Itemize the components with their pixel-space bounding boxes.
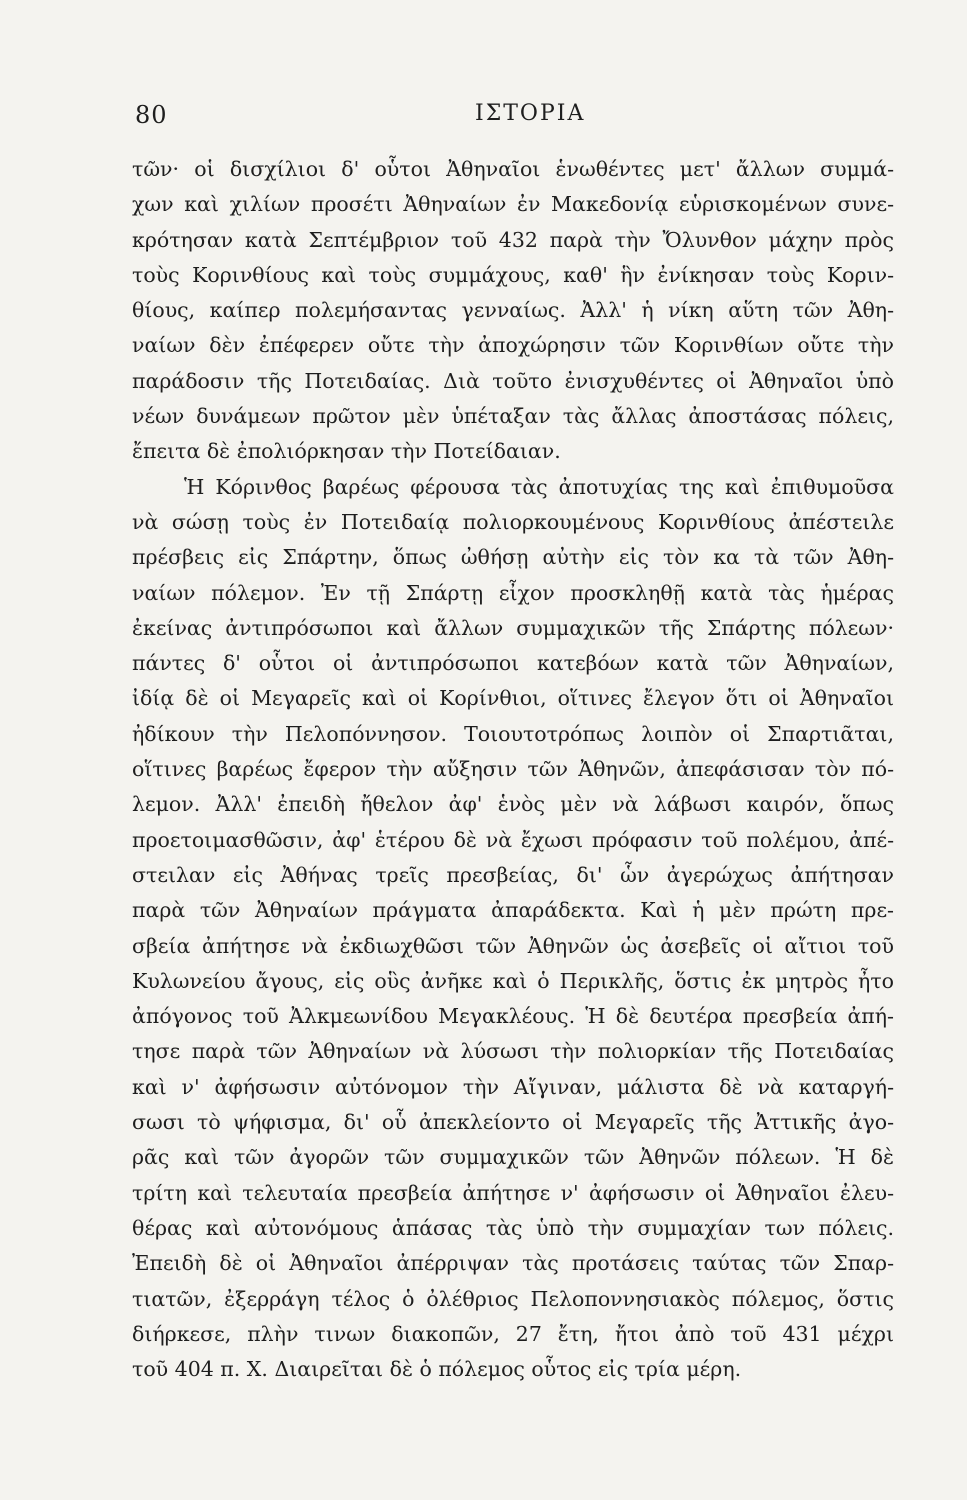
text-line: Ἐπειδὴ δὲ οἱ Ἀθηναῖοι ἀπέρριψαν τὰς προτάσεις ταύτας τῶν Σπαρ- [132, 1251, 894, 1276]
text-line: ἀπόγονος τοῦ Ἀλκμεωνίδου Μεγακλέους. Ἡ δὲ δευτέρα πρεσβεία ἀπή- [132, 1004, 894, 1029]
text-line: οἵτινες βαρέως ἔφερον τὴν αὔξησιν τῶν Ἀθηνῶν, ἀπεφάσισαν τὸν πό- [132, 757, 894, 782]
page-number: 80 [135, 101, 168, 129]
text-line: τιατῶν, ἐξερράγη τέλος ὁ ὀλέθριος Πελοποννησιακὸς πόλεμος, ὅστις [132, 1286, 894, 1311]
text-line: τοὺς Κορινθίους καὶ τοὺς συμμάχους, καθ' ἣν ἐνίκησαν τοὺς Κοριν- [132, 262, 894, 287]
text-line: ἰδίᾳ δὲ οἱ Μεγαρεῖς καὶ οἱ Κορίνθιοι, οἵτινες ἔλεγον ὅτι οἱ Ἀθηναῖοι [132, 686, 894, 711]
text-line: νέων δυνάμεων πρῶτον μὲν ὑπέταξαν τὰς ἄλλας ἀποστάσας πόλεις, [132, 404, 894, 429]
text-line: ἐκείνας ἀντιπρόσωποι καὶ ἄλλων συμμαχικῶν τῆς Σπάρτης πόλεων· [132, 615, 894, 640]
text-line: τῶν· οἱ δισχίλιοι δ' οὗτοι Ἀθηναῖοι ἑνωθέντες μετ' ἄλλων συμμά- [132, 157, 894, 181]
text-line: παράδοσιν τῆς Ποτειδαίας. Διὰ τοῦτο ἐνισχυθέντες οἱ Ἀθηναῖοι ὑπὸ [132, 368, 894, 393]
text-line: διήρκεσε, πλὴν τινων διακοπῶν, 27 ἔτη, ἤτοι ἀπὸ τοῦ 431 μέχρι [132, 1321, 894, 1346]
text-line: ναίων πόλεμον. Ἐν τῇ Σπάρτῃ εἶχον προσκληθῇ κατὰ τὰς ἡμέρας [132, 580, 894, 605]
text-line: πάντες δ' οὗτοι οἱ ἀντιπρόσωποι κατεβόων κατὰ τῶν Ἀθηναίων, [132, 651, 894, 676]
text-line: ναίων δὲν ἐπέφερεν οὔτε τὴν ἀποχώρησιν τῶν Κορινθίων οὔτε τὴν [132, 333, 894, 358]
paragraph-end-line: ἔπειτα δὲ ἐπολιόρκησαν τὴν Ποτείδαιαν. [132, 439, 561, 464]
text-line: ἠδίκουν τὴν Πελοπόννησον. Τοιουτοτρόπως λοιπὸν οἱ Σπαρτιᾶται, [132, 721, 894, 746]
text-line: καὶ ν' ἀφήσωσιν αὐτόνομον τὴν Αἴγιναν, μάλιστα δὲ νὰ καταργή- [132, 1074, 894, 1099]
text-line: θέρας καὶ αὐτονόμους ἁπάσας τὰς ὑπὸ τὴν συμμαχίαν των πόλεις. [132, 1215, 894, 1240]
text-line: σωσι τὸ ψήφισμα, δι' οὗ ἀπεκλείοντο οἱ Μεγαρεῖς τῆς Ἀττικῆς ἀγο- [132, 1110, 894, 1135]
paragraph-end-line: τοῦ 404 π. Χ. Διαιρεῖται δὲ ὁ πόλεμος οὗτος εἰς τρία μέρη. [132, 1357, 742, 1382]
text-line: χων καὶ χιλίων προσέτι Ἀθηναίων ἐν Μακεδονίᾳ εὑρισκομένων συνε- [132, 192, 894, 217]
text-line: πρέσβεις εἰς Σπάρτην, ὅπως ὠθήσῃ αὐτὴν εἰς τὸν κα τὰ τῶν Ἀθη- [132, 545, 894, 570]
running-title: ΙΣΤΟΡΙΑ [475, 101, 586, 126]
text-line: νὰ σώσῃ τοὺς ἐν Ποτειδαίᾳ πολιορκουμένους Κορινθίους ἀπέστειλε [132, 509, 894, 534]
text-line: τησε παρὰ τῶν Ἀθηναίων νὰ λύσωσι τὴν πολιορκίαν τῆς Ποτειδαίας [132, 1039, 894, 1064]
text-line: τρίτη καὶ τελευταία πρεσβεία ἀπήτησε ν' ἀφήσωσιν οἱ Ἀθηναῖοι ἐλευ- [132, 1180, 894, 1205]
text-line: κρότησαν κατὰ Σεπτέμβριον τοῦ 432 παρὰ τὴν Ὄλυνθον μάχην πρὸς [132, 227, 894, 252]
text-line: ρᾶς καὶ τῶν ἀγορῶν τῶν συμμαχικῶν τῶν Ἀθηνῶν πόλεων. Ἡ δὲ [132, 1145, 894, 1170]
text-line: στειλαν εἰς Ἀθήνας τρεῖς πρεσβείας, δι' ὧν ἀγερώχως ἀπήτησαν [132, 862, 894, 887]
text-line: θίους, καίπερ πολεμήσαντας γενναίως. Ἀλλ' ἡ νίκη αὕτη τῶν Ἀθη- [132, 298, 894, 323]
text-line: σβεία ἀπήτησε νὰ ἐκδιωχθῶσι τῶν Ἀθηνῶν ὡς ἀσεβεῖς οἱ αἴτιοι τοῦ [132, 933, 894, 958]
paragraph-start-line: Ἡ Κόρινθος βαρέως φέρουσα τὰς ἀποτυχίας της καὶ ἐπιθυμοῦσα [184, 474, 894, 499]
text-line: Κυλωνείου ἄγους, εἰς οὓς ἀνῆκε καὶ ὁ Περικλῆς, ὅστις ἐκ μητρὸς ἦτο [132, 968, 894, 993]
body-text [132, 152, 894, 1387]
text-line: λεμον. Ἀλλ' ἐπειδὴ ἤθελον ἀφ' ἑνὸς μὲν νὰ λάβωσι καιρόν, ὅπως [132, 792, 894, 817]
text-line: παρὰ τῶν Ἀθηναίων πράγματα ἀπαράδεκτα. Καὶ ἡ μὲν πρώτη πρε- [132, 898, 894, 923]
text-line: προετοιμασθῶσιν, ἀφ' ἑτέρου δὲ νὰ ἔχωσι πρόφασιν τοῦ πολέμου, ἀπέ- [132, 827, 894, 852]
page-header [135, 95, 895, 135]
